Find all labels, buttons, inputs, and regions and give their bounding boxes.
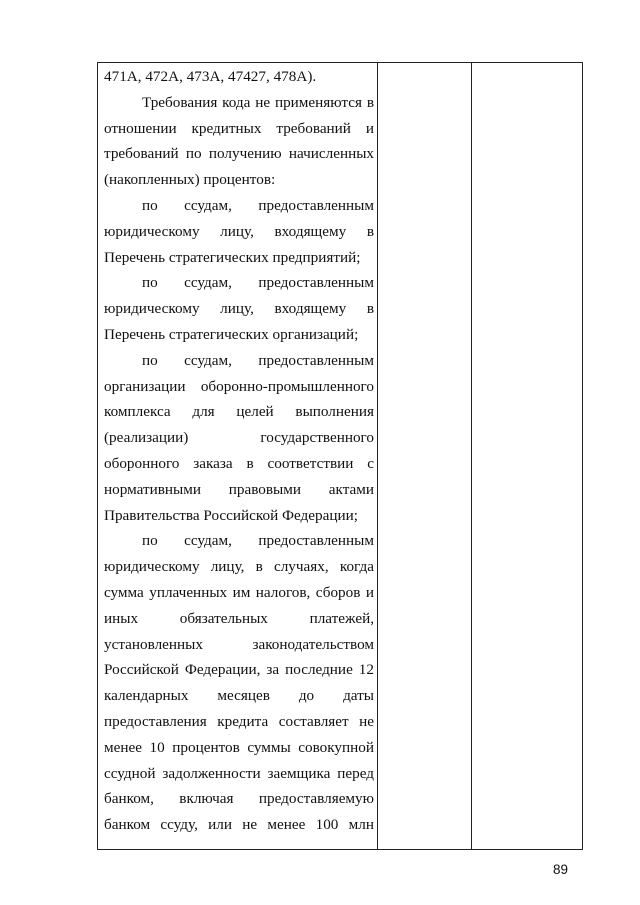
column-divider-2	[471, 63, 472, 849]
text-line: юридическому лицу, входящему в	[104, 300, 374, 318]
column-divider-1	[377, 63, 378, 849]
text-line: (реализации) государственного	[104, 429, 374, 447]
text-line: Требования кода не применяются в	[142, 93, 374, 111]
text-line: Перечень стратегических предприятий;	[104, 248, 361, 266]
text-line: Российской Федерации, за последние 12	[104, 661, 374, 679]
text-line: юридическому лицу, входящему в	[104, 222, 374, 240]
text-line: Правительства Российской Федерации;	[104, 506, 358, 524]
text-line: (накопленных) процентов:	[104, 171, 276, 189]
text-line: банком ссуду, или не менее 100 млн	[104, 816, 374, 834]
text-line: по ссудам, предоставленным	[142, 532, 374, 550]
text-line: установленных законодательством	[104, 635, 374, 653]
text-line: требований по получению начисленных	[104, 145, 374, 163]
text-column	[104, 64, 374, 838]
text-line: Перечень стратегических организаций;	[104, 325, 359, 343]
text-line: по ссудам, предоставленным	[142, 351, 374, 369]
text-line: комплекса для целей выполнения	[104, 403, 374, 421]
text-line: банком, включая предоставляемую	[104, 790, 374, 808]
text-line: 471А, 472А, 473А, 47427, 478А).	[104, 68, 317, 85]
text-line: иных обязательных платежей,	[104, 609, 374, 627]
text-line: предоставления кредита составляет не	[104, 712, 374, 730]
text-line: по ссудам, предоставленным	[142, 274, 374, 292]
text-line: по ссудам, предоставленным	[142, 196, 374, 214]
text-line: оборонного заказа в соответствии с	[104, 454, 374, 472]
text-line: юридическому лицу, в случаях, когда	[104, 558, 374, 576]
document-table	[97, 62, 583, 850]
text-line: отношении кредитных требований и	[104, 119, 374, 137]
text-line: организации оборонно-промышленного	[104, 377, 374, 395]
text-line: нормативными правовыми актами	[104, 480, 374, 498]
text-line: сумма уплаченных им налогов, сборов и	[104, 583, 374, 601]
text-line: календарных месяцев до даты	[104, 687, 374, 705]
text-line: ссудной задолженности заемщика перед	[104, 764, 374, 782]
page-number: 89	[553, 862, 569, 877]
text-line: менее 10 процентов суммы совокупной	[104, 738, 374, 756]
